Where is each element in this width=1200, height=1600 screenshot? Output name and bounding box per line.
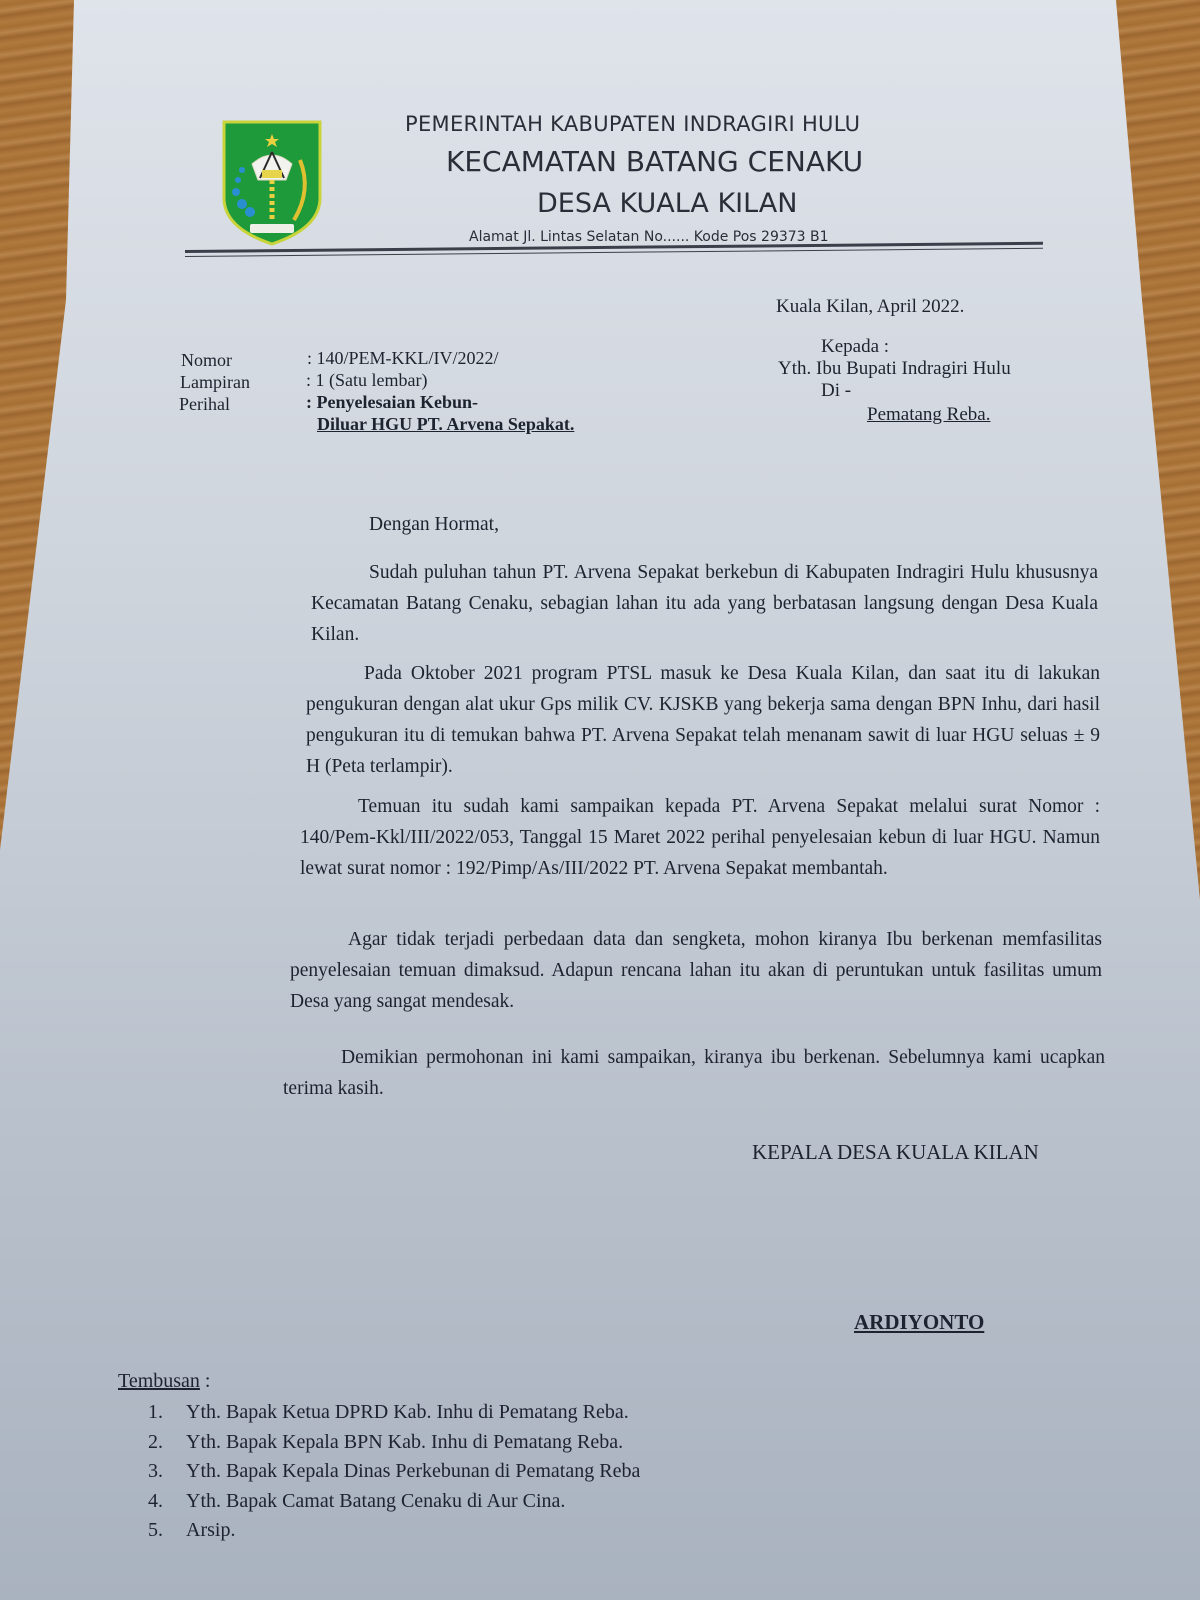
tembusan-item [148,1487,640,1517]
paragraph-5: Demikian permohonan ini kami sampaikan, kiranya ibu berkenan. Sebelumnya kami ucapkan terima kasih. [283,1047,1105,1099]
tembusan-item-number: 3. [148,1460,163,1482]
tembusan-item-number: 2. [148,1430,163,1453]
tembusan-item [148,1398,640,1428]
tembusan-label: Tembusan [118,1370,200,1392]
recipient-yth: Yth. Ibu Bupati Indragiri Hulu [778,358,1011,379]
perihal-label: Perihal [179,394,230,414]
tembusan-item-number: 5. [148,1519,163,1541]
tembusan-item-number: 1. [148,1401,163,1423]
regency-emblem-icon [222,120,322,246]
tembusan-item-text: Yth. Bapak Kepala Dinas Perkebunan di Pematang Reba [186,1460,641,1482]
place-date: Kuala Kilan, April 2022. [776,296,965,317]
nomor-value: : 140/PEM-KKL/IV/2022/ [307,348,499,368]
signature-title: KEPALA DESA KUALA KILAN [752,1140,1039,1164]
nomor-label: Nomor [181,350,232,370]
paragraph-1: Sudah puluhan tahun PT. Arvena Sepakat berkebun di Kabupaten Indragiri Hulu khususnya Kecamatan Batang Cenaku, sebagian lahan itu ada yang berbatasan langsung dengan Desa Kuala Kilan. [311,562,1098,645]
perihal-value-line2: Diluar HGU PT. Arvena Sepakat. [317,414,575,434]
letterhead-regency: PEMERINTAH KABUPATEN INDRAGIRI HULU [405,112,861,136]
letterhead-village: DESA KUALA KILAN [537,188,798,219]
tembusan-item-text: Yth. Bapak Ketua DPRD Kab. Inhu di Pematang Reba. [186,1401,629,1423]
recipient-kepada: Kepada : [821,336,890,357]
recipient-di: Di - [821,380,852,401]
signature-name: ARDIYONTO [854,1310,985,1334]
paragraph-4: Agar tidak terjadi perbedaan data dan sengketa, mohon kiranya Ibu berkenan memfasilitas penyelesaian temuan dimaksud. Adapun rencana lahan itu akan di peruntukan untuk fasilitas umum Desa yang sangat mendesak. [290,929,1102,1012]
perihal-value-line1: : Penyelesaian Kebun- [306,392,479,412]
salutation: Dengan Hormat, [369,514,499,535]
paragraph-3: Temuan itu sudah kami sampaikan kepada PT. Arvena Sepakat melalui surat Nomor : 140/Pem-Kkl/III/2022/053, Tanggal 15 Maret 2022 perihal penyelesaian kebun di luar HGU. Namun lewat surat nomor : 192/Pimp/As/III/2022 PT. Arvena Sepakat membantah. [300,796,1100,879]
tembusan-item [148,1428,640,1458]
letterhead-district: KECAMATAN BATANG CENAKU [446,145,864,178]
tembusan-item-text: Yth. Bapak Kepala BPN Kab. Inhu di Pematang Reba. [186,1430,624,1453]
tembusan-item-number: 4. [148,1489,163,1512]
tembusan-colon: : [199,1370,211,1392]
letterhead-address: Alamat Jl. Lintas Selatan No...... Kode Pos 29373 B1 [469,229,829,245]
tembusan-item-text: Yth. Bapak Camat Batang Cenaku di Aur Cina. [186,1489,566,1512]
paragraph-2: Pada Oktober 2021 program PTSL masuk ke Desa Kuala Kilan, dan saat itu di lakukan pengukuran dengan alat ukur Gps milik CV. KJSKB yang bekerja sama dengan BPN Inhu, dari hasil pengukuran itu di temukan bahwa PT. Arvena Sepakat telah menanam sawit di luar HGU seluas ± 9 H (Peta terlampir). [306,663,1100,777]
tembusan-heading [118,1370,210,1393]
tembusan-list [148,1398,640,1546]
tembusan-item-text: Arsip. [186,1519,236,1541]
lampiran-label: Lampiran [180,372,250,392]
tembusan-item [148,1457,640,1487]
tembusan-item [148,1516,640,1546]
lampiran-value: : 1 (Satu lembar) [306,370,428,390]
recipient-place: Pematang Reba. [867,404,991,425]
